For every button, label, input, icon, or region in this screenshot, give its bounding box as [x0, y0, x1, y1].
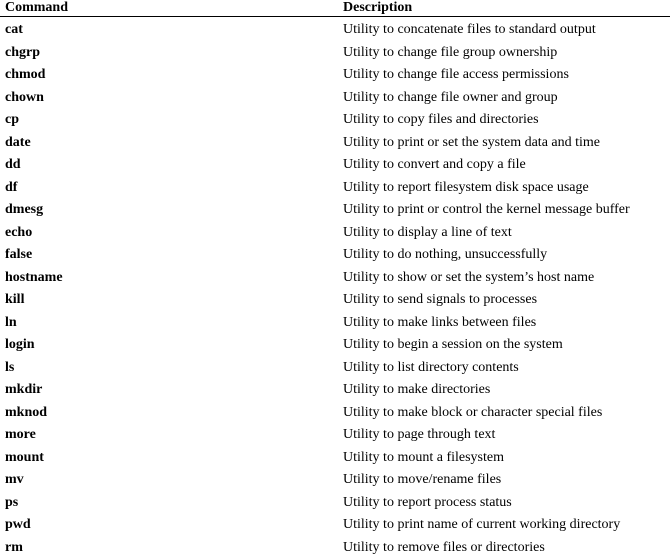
- description-cell: Utility to begin a session on the system: [343, 334, 670, 357]
- description-cell: Utility to concatenate files to standard output: [343, 17, 670, 42]
- table-row: [0, 222, 670, 245]
- table-row: [0, 244, 670, 267]
- table-row: [0, 199, 670, 222]
- command-cell: mknod: [0, 402, 343, 425]
- table-header: [0, 0, 670, 17]
- description-cell: Utility to display a line of text: [343, 222, 670, 245]
- command-cell: cat: [0, 17, 343, 42]
- command-cell: mv: [0, 469, 343, 492]
- command-cell: cp: [0, 109, 343, 132]
- table-row: [0, 109, 670, 132]
- description-cell: Utility to make directories: [343, 379, 670, 402]
- command-cell: df: [0, 177, 343, 200]
- description-cell: Utility to change file access permissions: [343, 64, 670, 87]
- table-row: [0, 289, 670, 312]
- table-row: [0, 177, 670, 200]
- command-cell: ps: [0, 492, 343, 515]
- description-cell: Utility to page through text: [343, 424, 670, 447]
- command-cell: more: [0, 424, 343, 447]
- command-cell: chmod: [0, 64, 343, 87]
- command-cell: kill: [0, 289, 343, 312]
- table-row: [0, 514, 670, 537]
- description-cell: Utility to send signals to processes: [343, 289, 670, 312]
- table-row: [0, 402, 670, 425]
- table-row: [0, 42, 670, 65]
- description-cell: Utility to report process status: [343, 492, 670, 515]
- command-cell: chgrp: [0, 42, 343, 65]
- description-cell: Utility to make block or character special files: [343, 402, 670, 425]
- table-row: [0, 312, 670, 335]
- description-cell: Utility to change file group ownership: [343, 42, 670, 65]
- description-cell: Utility to show or set the system’s host name: [343, 267, 670, 290]
- command-cell: dmesg: [0, 199, 343, 222]
- description-cell: Utility to make links between files: [343, 312, 670, 335]
- command-cell: mkdir: [0, 379, 343, 402]
- table-row: [0, 379, 670, 402]
- table-row: [0, 469, 670, 492]
- table-row: [0, 357, 670, 380]
- command-cell: chown: [0, 87, 343, 110]
- header-row: [0, 0, 670, 17]
- description-cell: Utility to convert and copy a file: [343, 154, 670, 177]
- table-row: [0, 154, 670, 177]
- column-header-command: Command: [0, 0, 343, 17]
- command-cell: pwd: [0, 514, 343, 537]
- command-cell: echo: [0, 222, 343, 245]
- description-cell: Utility to list directory contents: [343, 357, 670, 380]
- table-row: [0, 424, 670, 447]
- command-cell: dd: [0, 154, 343, 177]
- description-cell: Utility to print name of current working directory: [343, 514, 670, 537]
- description-cell: Utility to copy files and directories: [343, 109, 670, 132]
- table-row: [0, 447, 670, 470]
- column-header-description: Description: [343, 0, 670, 17]
- description-cell: Utility to mount a filesystem: [343, 447, 670, 470]
- table-row: [0, 537, 670, 559]
- command-cell: rm: [0, 537, 343, 559]
- table-row: [0, 64, 670, 87]
- command-cell: login: [0, 334, 343, 357]
- command-cell: false: [0, 244, 343, 267]
- table-row: [0, 132, 670, 155]
- command-cell: ln: [0, 312, 343, 335]
- command-cell: ls: [0, 357, 343, 380]
- description-cell: Utility to print or set the system data and time: [343, 132, 670, 155]
- description-cell: Utility to do nothing, unsuccessfully: [343, 244, 670, 267]
- table-row: [0, 334, 670, 357]
- description-cell: Utility to move/rename files: [343, 469, 670, 492]
- description-cell: Utility to report filesystem disk space usage: [343, 177, 670, 200]
- table-row: [0, 17, 670, 42]
- command-cell: mount: [0, 447, 343, 470]
- table-row: [0, 492, 670, 515]
- table-row: [0, 267, 670, 290]
- description-cell: Utility to print or control the kernel message buffer: [343, 199, 670, 222]
- table-body: [0, 17, 670, 559]
- table-row: [0, 87, 670, 110]
- command-cell: date: [0, 132, 343, 155]
- description-cell: Utility to change file owner and group: [343, 87, 670, 110]
- description-cell: Utility to remove files or directories: [343, 537, 670, 559]
- command-cell: hostname: [0, 267, 343, 290]
